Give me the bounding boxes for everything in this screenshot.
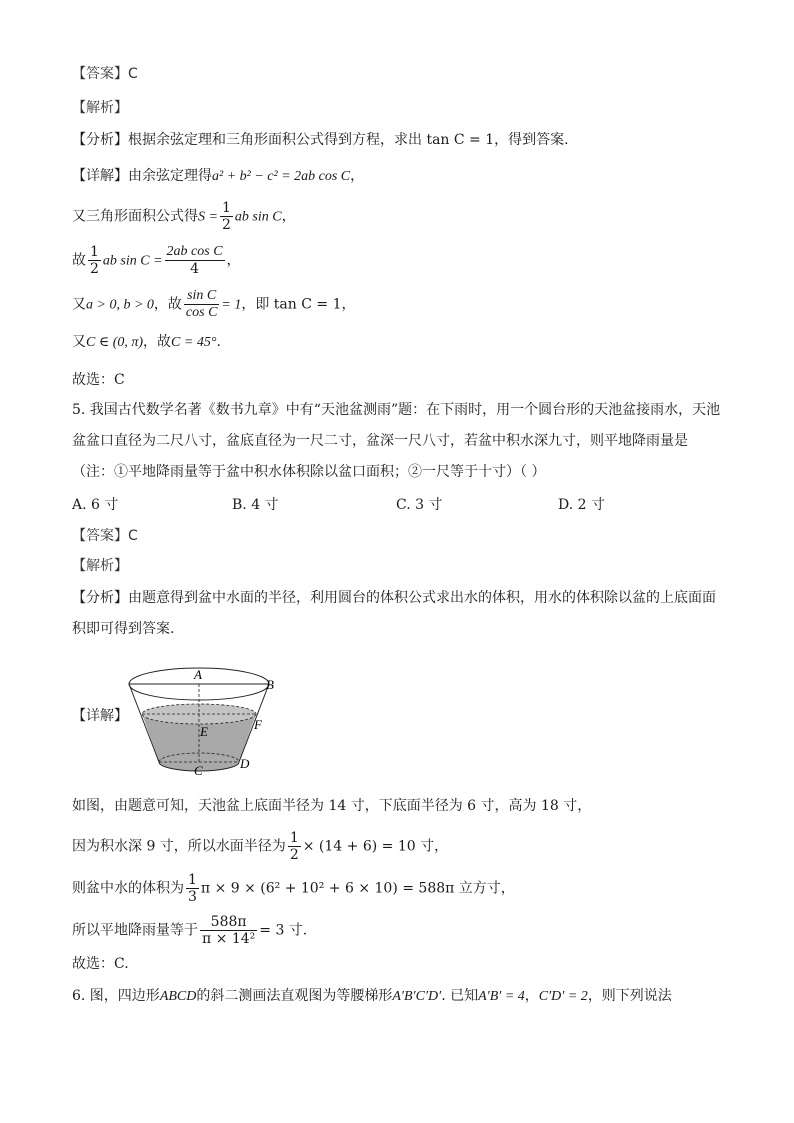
q5-detail-3-pre: 则盆中水的体积为 [72, 880, 184, 897]
frac-num: sin C [184, 288, 220, 305]
label-c: C [194, 763, 203, 778]
q6-stem-pre: 6. 图，四边形 [72, 988, 160, 1004]
frac-den: π × 14² [202, 931, 256, 947]
q5-detail-2-tail: × (14 + 6) = 10 寸， [302, 838, 449, 855]
q4-punct: ， [350, 168, 365, 184]
q4-area-rhs: ab sin C [234, 209, 282, 225]
q4-angle-line [72, 332, 221, 353]
q4-tan-line [72, 288, 356, 321]
label-a: A [194, 667, 202, 682]
q6-trap: A′B′C′D′ [392, 989, 442, 1004]
q5-detail-4 [72, 914, 307, 947]
frac-num: 1 [221, 200, 231, 216]
q5-fenxi-line-2: 积即可得到答案. [72, 621, 175, 637]
q5-stem-line-1: 5. 我国古代数学名著《数书九章》中有“天池盆测雨”题：在下雨时，用一个圆台形的天池盆接雨水，天池 [72, 402, 721, 418]
q5-detail-3 [72, 872, 515, 905]
q5-detail-4-pre: 所以平地降雨量等于 [72, 922, 198, 939]
q4-area-line [72, 200, 296, 233]
q4-analysis-tag: 【解析】 [72, 100, 128, 116]
q5-option-a: A. 6 寸 [72, 497, 119, 513]
q5-analysis-tag: 【解析】 [72, 558, 128, 574]
q4-punct: . [216, 334, 221, 350]
q4-tan-eq: = 1 [221, 297, 242, 313]
q5-option-c: C. 3 寸 [396, 497, 443, 513]
q6-stem-tail: ，则下列说法 [587, 988, 672, 1004]
q4-equate-pre: 故 [72, 252, 86, 269]
label-d: D [240, 756, 250, 771]
q5-detail-1: 如图，由题意可知，天池盆上底面半径为 14 寸，下底面半径为 6 寸，高为 18 寸， [72, 798, 592, 814]
q4-equate-frac1 [88, 244, 101, 277]
frac-num: 1 [289, 830, 299, 846]
q5-detail-2-pre: 因为积水深 9 寸，所以水面半径为 [72, 838, 286, 855]
q4-area-lhs: S = [198, 209, 218, 225]
label-f: F [254, 717, 262, 732]
q4-choose: 故选：C [72, 372, 125, 388]
q5-detail-2 [72, 830, 448, 863]
q5-answer: 【答案】C [72, 528, 138, 544]
q4-fenxi: 【分析】根据余弦定理和三角形面积公式得到方程，求出 tan C = 1，得到答案. [72, 132, 569, 148]
q4-answer: 【答案】C [72, 66, 138, 82]
frac-den: 2 [221, 217, 231, 233]
q5-detail-3-tail: π × 9 × (6² + 10² + 6 × 10) = 588π 立方寸， [200, 880, 515, 897]
q4-tan-mid: ，故 [153, 296, 182, 313]
frac-den: 3 [188, 889, 197, 905]
frac-den: 4 [190, 261, 199, 277]
frac-num: 588π [200, 914, 257, 931]
frac-num: 1 [188, 872, 197, 888]
q5-choose: 故选：C. [72, 956, 129, 972]
q4-xiangjie-prefix: 【详解】由余弦定理得 [72, 168, 212, 184]
frac-num: 2ab cos C [166, 244, 223, 259]
frac-den: 2 [289, 847, 299, 863]
label-e: E [200, 724, 208, 739]
q6-cond-1: A′B′ = 4 [478, 989, 525, 1004]
q5-detail-4-tail: = 3 寸. [259, 922, 308, 939]
q4-angle-cond: C ∈ (0, π) [86, 335, 144, 350]
q4-tan-pre: 又 [72, 296, 86, 313]
q4-tan-frac [184, 288, 220, 321]
frac-den: 2 [90, 261, 99, 277]
q6-sep: ， [524, 988, 539, 1004]
q6-cond-2: C′D′ = 2 [538, 989, 588, 1004]
q4-angle-mid: ，故 [143, 334, 172, 350]
frac-den: cos C [185, 305, 218, 320]
q4-angle-pre: 又 [72, 334, 86, 350]
q6-stem-mid2: . 已知 [441, 988, 479, 1004]
q5-detail-3-frac [186, 872, 199, 905]
q4-punct: ， [281, 208, 296, 225]
q4-area-frac [220, 200, 233, 233]
q4-tan-tail: ，即 tan C = 1， [241, 296, 356, 313]
q4-area-pre: 又三角形面积公式得 [72, 208, 198, 225]
frac-num: 1 [90, 244, 99, 260]
q5-detail-2-frac [288, 830, 301, 863]
q6-stem [72, 986, 672, 1007]
q5-option-d: D. 2 寸 [558, 497, 605, 513]
label-b: B [266, 677, 274, 692]
q6-stem-mid: 的斜二测画法直观图为等腰梯形 [196, 988, 393, 1004]
q5-xiangjie-tag: 【详解】 [72, 708, 128, 724]
q4-punct: ， [226, 252, 241, 269]
q4-angle-result: C = 45° [171, 335, 217, 350]
q5-stem-line-2: 盆盆口直径为二尺八寸，盆底直径为一尺二寸，盆深一尺八寸，若盆中积水深九寸，则平地降雨量是 [72, 433, 688, 449]
q5-detail-4-frac [200, 914, 257, 947]
q4-equate-line [72, 244, 241, 277]
q4-cosine-law: a² + b² − c² = 2ab cos C [212, 169, 351, 184]
q6-quad: ABCD [159, 989, 197, 1004]
q4-equate-mid: ab sin C = [102, 253, 163, 269]
q5-option-b: B. 4 寸 [232, 497, 279, 513]
q4-xiangjie [72, 166, 364, 187]
frustum-figure [124, 656, 284, 782]
q4-equate-frac2 [165, 244, 225, 277]
q5-fenxi-line-1: 【分析】由题意得到盆中水面的半径，利用圆台的体积公式求出水的体积，用水的体积除以盆的上底面面 [72, 590, 716, 606]
q5-stem-line-3: （注：①平地降雨量等于盆中积水体积除以盆口面积；②一尺等于十寸）（ ） [72, 464, 546, 480]
q4-tan-cond: a > 0, b > 0 [86, 297, 154, 313]
